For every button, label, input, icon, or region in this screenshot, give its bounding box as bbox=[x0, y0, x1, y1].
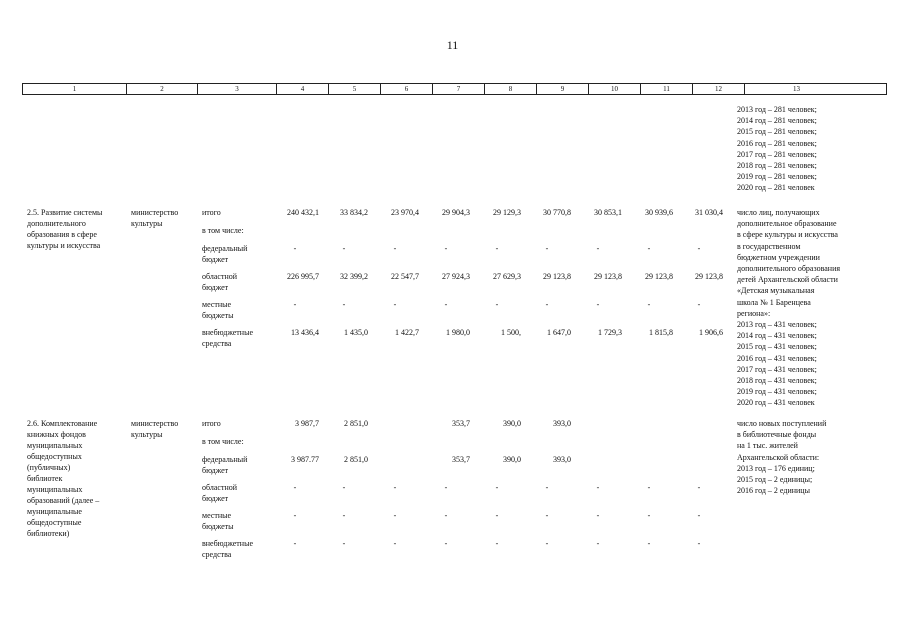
event-name-line: книжных фондов bbox=[27, 430, 86, 439]
result-line: число лиц, получающих bbox=[737, 208, 820, 217]
table-cell: - bbox=[697, 483, 701, 492]
source-label-line: бюджет bbox=[202, 255, 229, 264]
table-cell: - bbox=[495, 244, 499, 253]
source-label-line: внебюджетные bbox=[202, 328, 253, 337]
result-line: 2015 год – 431 человек; bbox=[737, 342, 817, 352]
source-label-line: местные bbox=[202, 300, 232, 309]
table-cell: - bbox=[342, 483, 346, 492]
table-cell: 31 030,4 bbox=[695, 208, 723, 217]
table-cell: 1 815,8 bbox=[649, 328, 673, 337]
table-cell: 1 500, bbox=[501, 328, 521, 337]
table-cell: - bbox=[697, 539, 701, 548]
table-cell: 27 924,3 bbox=[442, 272, 470, 281]
table-cell: 1 647,0 bbox=[547, 328, 571, 337]
header-col-8: 8 bbox=[484, 84, 536, 94]
table-cell: - bbox=[545, 511, 549, 520]
header-col-9: 9 bbox=[536, 84, 588, 94]
result-line: в сфере культуры и искусства bbox=[737, 230, 838, 240]
result-line: 2018 год – 431 человек; bbox=[737, 376, 817, 385]
executor-line: культуры bbox=[131, 219, 163, 228]
source-label-line: итого bbox=[202, 208, 221, 217]
event-name-line: культуры и искусства bbox=[27, 241, 101, 250]
result-line: 2020 год – 431 человек bbox=[737, 398, 815, 408]
table-cell: - bbox=[495, 511, 499, 520]
header-col-4: 4 bbox=[276, 84, 328, 94]
table-cell: 3 987,7 bbox=[295, 419, 319, 428]
table-cell: - bbox=[495, 300, 499, 309]
table-cell: - bbox=[647, 539, 651, 548]
event-name-line: дополнительного bbox=[27, 219, 86, 228]
executor-line: министерство bbox=[131, 208, 179, 217]
table-cell: - bbox=[444, 244, 448, 253]
table-cell: 29 904,3 bbox=[442, 208, 470, 217]
table-cell: - bbox=[545, 244, 549, 253]
header-col-10: 10 bbox=[588, 84, 640, 94]
event-name-line: (публичных) bbox=[27, 463, 71, 472]
event-name-line: библиотеки) bbox=[27, 529, 70, 538]
table-cell: 29 129,3 bbox=[493, 208, 521, 217]
header-col-5: 5 bbox=[328, 84, 380, 94]
table-cell: 393,0 bbox=[553, 419, 571, 428]
table-cell: - bbox=[596, 300, 600, 309]
result-line: дополнительное образование bbox=[737, 219, 837, 229]
result-line: в государственном bbox=[737, 241, 801, 251]
source-label-line: бюджет bbox=[202, 466, 229, 475]
table-cell: 226 995,7 bbox=[287, 272, 319, 281]
result-line: 2019 год – 431 человек; bbox=[737, 387, 817, 397]
table-cell: - bbox=[342, 539, 346, 548]
event-name-line: муниципальных bbox=[27, 441, 83, 450]
source-label-line: федеральный bbox=[202, 455, 248, 464]
source-label-line: средства bbox=[202, 339, 232, 348]
table-cell: - bbox=[293, 483, 297, 492]
result-line: «Детская музыкальная bbox=[737, 286, 815, 296]
result-line: на 1 тыс. жителей bbox=[737, 441, 798, 451]
table-cell: 2 851,0 bbox=[344, 455, 368, 464]
table-cell: 29 123,8 bbox=[594, 272, 622, 281]
table-cell: - bbox=[596, 483, 600, 492]
table-cell: - bbox=[647, 483, 651, 492]
header-col-7: 7 bbox=[432, 84, 484, 94]
result-line: в библиотечные фонды bbox=[737, 430, 817, 440]
table-cell: - bbox=[596, 539, 600, 548]
table-cell: 30 939,6 bbox=[645, 208, 673, 217]
result-line: 2020 год – 281 человек bbox=[737, 183, 815, 193]
table-cell: - bbox=[697, 511, 701, 520]
table-cell: 33 834,2 bbox=[340, 208, 368, 217]
source-label-line: итого bbox=[202, 419, 221, 428]
result-line: 2015 год – 2 единицы; bbox=[737, 475, 813, 484]
source-label-line: бюджет bbox=[202, 494, 229, 503]
source-label-line: средства bbox=[202, 550, 232, 559]
header-col-12: 12 bbox=[692, 84, 744, 94]
result-line: 2018 год – 281 человек; bbox=[737, 161, 817, 170]
result-line: 2017 год – 281 человек; bbox=[737, 149, 817, 159]
table-cell: 390,0 bbox=[503, 455, 521, 464]
table-cell: - bbox=[293, 244, 297, 253]
table-cell: - bbox=[393, 483, 397, 492]
result-line: школа № 1 Баренцева bbox=[737, 297, 811, 307]
result-line: 2017 год – 431 человек; bbox=[737, 364, 817, 374]
source-label-line: бюджет bbox=[202, 283, 229, 292]
table-cell: - bbox=[444, 539, 448, 548]
result-line: 2014 год – 281 человек; bbox=[737, 116, 817, 126]
event-name-line: 2.6. Комплектование bbox=[27, 419, 98, 428]
table-header-row bbox=[22, 83, 887, 95]
result-line: 2019 год – 281 человек; bbox=[737, 172, 817, 182]
result-line: дополнительного образования bbox=[737, 264, 841, 273]
table-cell: - bbox=[444, 483, 448, 492]
source-label-line: областной bbox=[202, 483, 238, 492]
executor-line: культуры bbox=[131, 430, 163, 439]
result-line: число новых поступлений bbox=[737, 419, 827, 428]
table-cell: 2 851,0 bbox=[344, 419, 368, 428]
table-cell: 27 629,3 bbox=[493, 272, 521, 281]
table-cell: - bbox=[393, 511, 397, 520]
table-cell: - bbox=[342, 300, 346, 309]
table-cell: 32 399,2 bbox=[340, 272, 368, 281]
result-line: 2016 год – 431 человек; bbox=[737, 353, 817, 363]
source-label-line: бюджеты bbox=[202, 522, 234, 531]
table-cell: - bbox=[596, 244, 600, 253]
table-cell: - bbox=[545, 539, 549, 548]
table-cell: 353,7 bbox=[452, 419, 470, 428]
source-label-line: в том числе: bbox=[202, 437, 244, 446]
event-name-line: муниципальных bbox=[27, 485, 83, 494]
table-cell: 30 770,8 bbox=[543, 208, 571, 217]
table-cell: - bbox=[495, 483, 499, 492]
table-cell: 3 987.77 bbox=[291, 455, 319, 464]
table-cell: - bbox=[342, 244, 346, 253]
table-cell: 23 970,4 bbox=[391, 208, 419, 217]
event-name-line: образования в сфере bbox=[27, 230, 97, 239]
source-label-line: областной bbox=[202, 272, 238, 281]
result-line: 2013 год – 176 единиц; bbox=[737, 463, 815, 473]
table-cell: 29 123,8 bbox=[645, 272, 673, 281]
event-name-line: 2.5. Развитие системы bbox=[27, 208, 103, 217]
event-name-line: образований (далее – bbox=[27, 496, 100, 505]
result-line: региона»: bbox=[737, 308, 771, 318]
table-cell: 1 435,0 bbox=[344, 328, 368, 337]
table-cell: - bbox=[647, 300, 651, 309]
table-cell: - bbox=[293, 539, 297, 548]
header-col-1: 1 bbox=[72, 85, 77, 93]
header-col-3: 3 bbox=[197, 84, 276, 94]
result-line: 2016 год – 2 единицы bbox=[737, 486, 810, 496]
table-cell: - bbox=[444, 300, 448, 309]
table-cell: - bbox=[393, 244, 397, 253]
table-cell: 22 547,7 bbox=[391, 272, 419, 281]
result-line: Архангельской области: bbox=[737, 452, 820, 462]
result-line: детей Архангельской области bbox=[737, 275, 838, 285]
table-cell: - bbox=[342, 511, 346, 520]
table-cell: - bbox=[495, 539, 499, 548]
result-line: бюджетном учреждении bbox=[737, 252, 820, 262]
table-cell: - bbox=[697, 244, 701, 253]
table-cell: 29 123,8 bbox=[543, 272, 571, 281]
result-line: 2013 год – 431 человек; bbox=[737, 320, 817, 329]
table-cell: - bbox=[647, 511, 651, 520]
table-cell: - bbox=[596, 511, 600, 520]
event-name-line: общедоступные bbox=[27, 518, 82, 527]
table-cell: 30 853,1 bbox=[594, 208, 622, 217]
source-label-line: в том числе: bbox=[202, 226, 244, 235]
table-cell: 13 436,4 bbox=[291, 328, 319, 337]
table-cell: - bbox=[444, 511, 448, 520]
table-cell: - bbox=[545, 483, 549, 492]
result-line: 2014 год – 431 человек; bbox=[737, 331, 817, 341]
event-name-line: общедоступных bbox=[27, 452, 82, 461]
header-col-11: 11 bbox=[640, 84, 692, 94]
header-col-13: 13 bbox=[744, 84, 848, 94]
table-cell: - bbox=[697, 300, 701, 309]
result-line: 2015 год – 281 человек; bbox=[737, 127, 817, 137]
table-cell: 1 906,6 bbox=[699, 328, 723, 337]
source-label-line: федеральный bbox=[202, 244, 248, 253]
header-col-2: 2 bbox=[126, 84, 197, 94]
table-cell: 240 432,1 bbox=[287, 208, 319, 217]
result-line: 2016 год – 281 человек; bbox=[737, 138, 817, 148]
page-number: 11 bbox=[446, 38, 459, 52]
event-name-line: библиотек bbox=[27, 474, 63, 483]
table-cell: - bbox=[293, 511, 297, 520]
table-cell: 29 123,8 bbox=[695, 272, 723, 281]
executor-line: министерство bbox=[131, 419, 179, 428]
table-cell: 390,0 bbox=[503, 419, 521, 428]
table-cell: - bbox=[393, 300, 397, 309]
source-label-line: внебюджетные bbox=[202, 539, 253, 548]
source-label-line: местные bbox=[202, 511, 232, 520]
event-name-line: муниципальные bbox=[27, 507, 82, 516]
table-cell: 1 980,0 bbox=[446, 328, 470, 337]
table-cell: - bbox=[293, 300, 297, 309]
table-cell: 393,0 bbox=[553, 455, 571, 464]
source-label-line: бюджеты bbox=[202, 311, 234, 320]
table-cell: - bbox=[647, 244, 651, 253]
table-cell: 1 422,7 bbox=[395, 328, 419, 337]
table-cell: - bbox=[393, 539, 397, 548]
result-line: 2013 год – 281 человек; bbox=[737, 105, 817, 114]
header-col-6: 6 bbox=[380, 84, 432, 94]
table-cell: 353,7 bbox=[452, 455, 470, 464]
table-cell: 1 729,3 bbox=[598, 328, 622, 337]
table-cell: - bbox=[545, 300, 549, 309]
